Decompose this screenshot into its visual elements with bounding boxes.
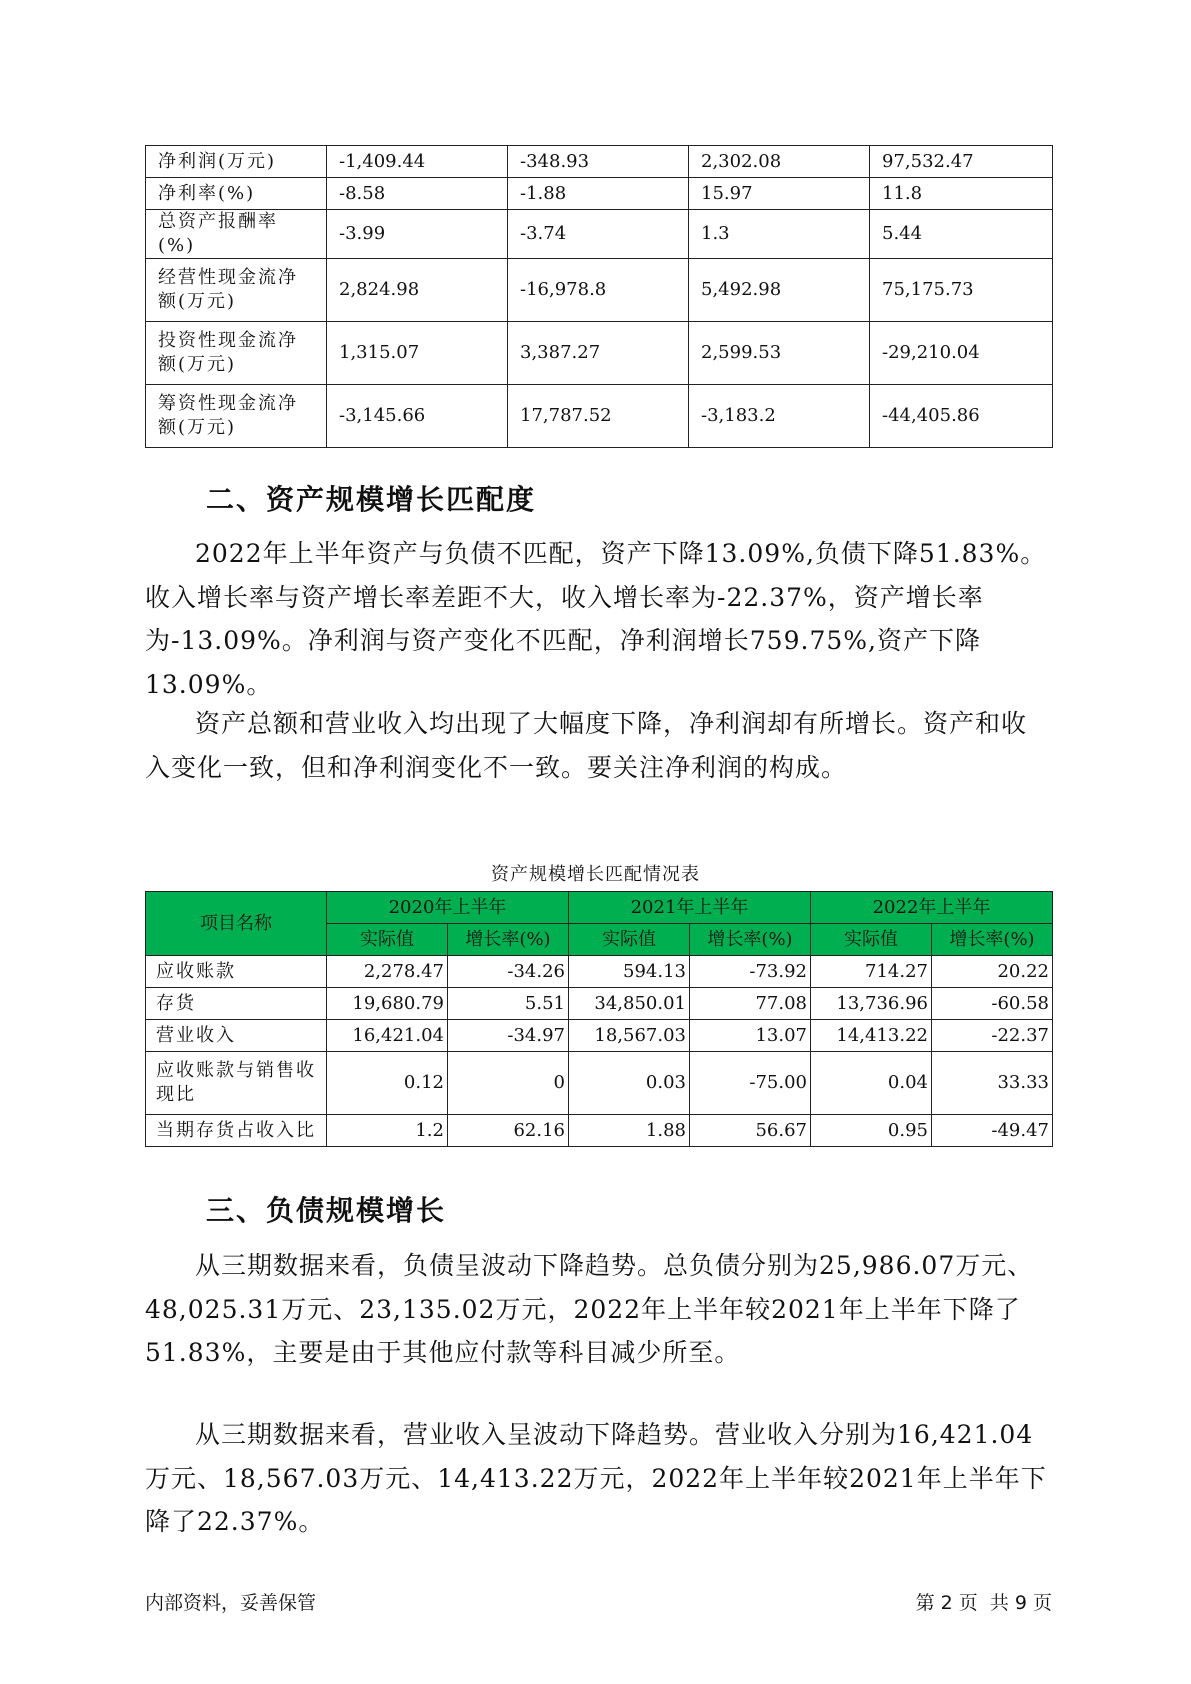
cell: 1.3 <box>689 210 870 259</box>
cell: -1,409.44 <box>327 146 508 178</box>
row-label: 筹资性现金流净额(万元) <box>146 385 327 448</box>
cell: 62.16 <box>448 1115 569 1147</box>
cell: 18,567.03 <box>569 1020 690 1052</box>
cell: 2,824.98 <box>327 259 508 322</box>
row-label: 应收账款与销售收现比 <box>146 1052 327 1115</box>
table-row <box>146 1020 1053 1052</box>
paragraph: 2022年上半年资产与负债不匹配，资产下降13.09%,负债下降51.83%。收入增长率与资产增长率差距不大，收入增长率为-22.37%，资产增长率为-13.09%。净利润与资产变化不匹配，净利润增长759.75%,资产下降13.09%。 <box>145 539 1047 699</box>
cell: -348.93 <box>508 146 689 178</box>
cell: 14,413.22 <box>811 1020 932 1052</box>
cell: 13.07 <box>690 1020 811 1052</box>
row-label: 当期存货占收入比 <box>146 1115 327 1147</box>
subheader: 实际值 <box>569 924 690 956</box>
row-label: 总资产报酬率(%) <box>146 210 327 259</box>
cell: -44,405.86 <box>870 385 1053 448</box>
cell: -1.88 <box>508 178 689 210</box>
cell: 2,278.47 <box>327 956 448 988</box>
paragraph: 从三期数据来看，营业收入呈波动下降趋势。营业收入分别为16,421.04万元、18,567.03万元、14,413.22万元，2022年上半年较2021年上半年下降了22.37%。 <box>145 1420 1047 1536</box>
cell: 0.95 <box>811 1115 932 1147</box>
cell: 34,850.01 <box>569 988 690 1020</box>
financial-metrics-table <box>145 145 1053 448</box>
table-row <box>146 259 1053 322</box>
cell: 0.04 <box>811 1052 932 1115</box>
cell: 1.88 <box>569 1115 690 1147</box>
paragraph: 资产总额和营业收入均出现了大幅度下降，净利润却有所增长。资产和收入变化一致，但和净利润变化不一致。要关注净利润的构成。 <box>145 709 1028 782</box>
page-number: 第 2 页 共 9 页 <box>915 1592 1052 1614</box>
subheader: 增长率(%) <box>690 924 811 956</box>
table-row <box>146 1052 1053 1115</box>
table-row <box>146 385 1053 448</box>
table-row <box>146 956 1053 988</box>
cell: 17,787.52 <box>508 385 689 448</box>
cell: 11.8 <box>870 178 1053 210</box>
row-label: 投资性现金流净额(万元) <box>146 322 327 385</box>
cell: 0 <box>448 1052 569 1115</box>
subheader: 实际值 <box>811 924 932 956</box>
cell: -34.97 <box>448 1020 569 1052</box>
header-row <box>146 892 1053 924</box>
table-row <box>146 178 1053 210</box>
table-row <box>146 1115 1053 1147</box>
cell: 75,175.73 <box>870 259 1053 322</box>
cell: -3.99 <box>327 210 508 259</box>
cell: 5,492.98 <box>689 259 870 322</box>
subheader: 实际值 <box>327 924 448 956</box>
table-row <box>146 322 1053 385</box>
cell: 0.12 <box>327 1052 448 1115</box>
cell: -3,145.66 <box>327 385 508 448</box>
cell: -49.47 <box>932 1115 1053 1147</box>
cell: -22.37 <box>932 1020 1053 1052</box>
cell: 20.22 <box>932 956 1053 988</box>
table-caption: 资产规模增长匹配情况表 <box>491 864 700 885</box>
cell: 714.27 <box>811 956 932 988</box>
period-header: 2022年上半年 <box>811 892 1053 924</box>
row-label: 营业收入 <box>146 1020 327 1052</box>
footer-confidential-note: 内部资料，妥善保管 <box>145 1592 317 1614</box>
section-heading: 二、资产规模增长匹配度 <box>206 483 537 516</box>
cell: -34.26 <box>448 956 569 988</box>
cell: 2,302.08 <box>689 146 870 178</box>
subheader: 增长率(%) <box>932 924 1053 956</box>
row-label: 净利率(%) <box>146 178 327 210</box>
cell: 16,421.04 <box>327 1020 448 1052</box>
cell: 3,387.27 <box>508 322 689 385</box>
row-label: 净利润(万元) <box>146 146 327 178</box>
cell: -60.58 <box>932 988 1053 1020</box>
cell: 15.97 <box>689 178 870 210</box>
table-row <box>146 146 1053 178</box>
period-header: 2020年上半年 <box>327 892 569 924</box>
cell: 1.2 <box>327 1115 448 1147</box>
row-label: 经营性现金流净额(万元) <box>146 259 327 322</box>
row-label: 存货 <box>146 988 327 1020</box>
cell: 0.03 <box>569 1052 690 1115</box>
cell: 56.67 <box>690 1115 811 1147</box>
subheader: 增长率(%) <box>448 924 569 956</box>
period-header: 2021年上半年 <box>569 892 811 924</box>
cell: 594.13 <box>569 956 690 988</box>
cell: -29,210.04 <box>870 322 1053 385</box>
row-label: 应收账款 <box>146 956 327 988</box>
cell: 97,532.47 <box>870 146 1053 178</box>
cell: 19,680.79 <box>327 988 448 1020</box>
cell: 77.08 <box>690 988 811 1020</box>
cell: 2,599.53 <box>689 322 870 385</box>
cell: -8.58 <box>327 178 508 210</box>
section-heading: 三、负债规模增长 <box>206 1194 447 1227</box>
table-row <box>146 210 1053 259</box>
table-row <box>146 988 1053 1020</box>
cell: 13,736.96 <box>811 988 932 1020</box>
cell: 5.44 <box>870 210 1053 259</box>
cell: 5.51 <box>448 988 569 1020</box>
cell: -75.00 <box>690 1052 811 1115</box>
cell: -73.92 <box>690 956 811 988</box>
cell: -16,978.8 <box>508 259 689 322</box>
cell: 33.33 <box>932 1052 1053 1115</box>
paragraph: 从三期数据来看，负债呈波动下降趋势。总负债分别为25,986.07万元、48,025.31万元、23,135.02万元，2022年上半年较2021年上半年下降了51.83%，主要是由于其他应付款等科目减少所至。 <box>145 1251 1034 1367</box>
cell: 1,315.07 <box>327 322 508 385</box>
cell: -3.74 <box>508 210 689 259</box>
asset-growth-table <box>145 891 1053 1147</box>
cell: -3,183.2 <box>689 385 870 448</box>
item-header: 项目名称 <box>146 892 327 956</box>
